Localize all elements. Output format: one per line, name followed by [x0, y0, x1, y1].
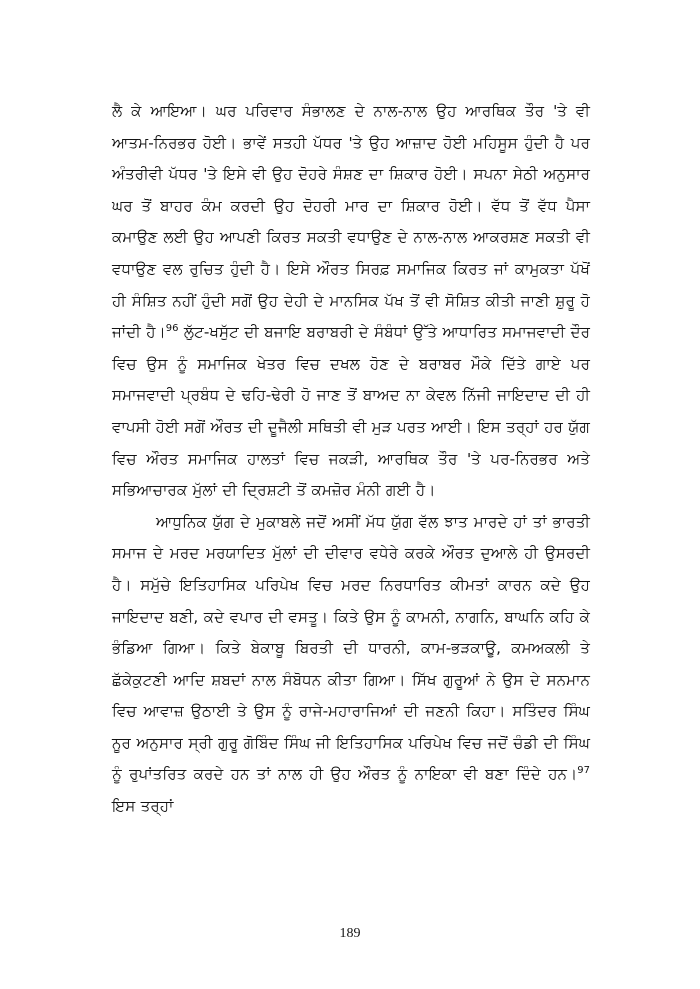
footnote-marker: 96	[165, 323, 179, 335]
paragraph: ਲੈ ਕੇ ਆਇਆ। ਘਰ ਪਰਿਵਾਰ ਸੰਭਾਲਣ ਦੇ ਨਾਲ-ਨਾਲ ਉਹ ਆਰਥਿਕ ਤੌਰ 'ਤੇ ਵੀ ਆਤਮ-ਨਿਰਭਰ ਹੋਈ। ਭਾਵੇਂ ਸਤਹੀ ਪੱਧਰ 'ਤੇ ਉਹ ਆਜ਼ਾਦ ਹੋਈ ਮਹਿਸੂਸ ਹੁੰਦੀ ਹੈ ਪਰ ਅੰਤਰੀਵੀ ਪੱਧਰ 'ਤੇ ਇਸੇ ਵੀ ਉਹ ਦੋਹਰੇ ਸੰਸ਼ਣ ਦਾ ਸ਼ਿਕਾਰ ਹੋਈ। ਸਪਨਾ ਸੇਠੀ ਅਨੁਸਾਰ ਘਰ ਤੋਂ ਬਾਹਰ ਕੰਮ ਕਰਦੀ ਉਹ ਦੋਹਰੀ ਮਾਰ ਦਾ ਸ਼ਿਕਾਰ ਹੋਈ। ਵੱਧ ਤੋਂ ਵੱਧ ਪੈਸਾ ਕਮਾਉਣ ਲਈ ਉਹ ਆਪਣੀ ਕਿਰਤ ਸਕਤੀ ਵਧਾਉਣ ਦੇ ਨਾਲ-ਨਾਲ ਆਕਰਸ਼ਣ ਸਕਤੀ ਵੀ ਵਧਾਉਣ ਵਲ ਰੁਚਿਤ ਹੁੰਦੀ ਹੈ। ਇਸੇ ਔਰਤ ਸਿਰਫ਼ ਸਮਾਜਿਕ ਕਿਰਤ ਜਾਂ ਕਾਮੁਕਤਾ ਪੱਖੋਂ ਹੀ ਸੰਸ਼ਿਤ ਨਹੀਂ ਹੁੰਦੀ ਸਗੋਂ ਉਹ ਦੇਹੀ ਦੇ ਮਾਨਸਿਕ ਪੱਖ ਤੋਂ ਵੀ ਸੋਸ਼ਿਤ ਕੀਤੀ ਜਾਣੀ ਸ਼ੁਰੂ ਹੋ ਜਾਂਦੀ ਹੈ।$^{96}$ ਲੁੱਟ-ਖਸੁੱਟ ਦੀ ਬਜਾਇ ਬਰਾਬਰੀ ਦੇ ਸੰਬੰਧਾਂ ਉੱਤੇ ਆਧਾਰਿਤ ਸਮਾਜਵਾਦੀ ਦੌਰ ਵਿਚ ਉਸ ਨੂੰ ਸਮਾਜਿਕ ਖੇਤਰ ਵਿਚ ਦਖਲ ਹੋਣ ਦੇ ਬਰਾਬਰ ਮੌਕੇ ਦਿੱਤੇ ਗਾਏ ਪਰ ਸਮਾਜਵਾਦੀ ਪ੍ਰਬੰਧ ਦੇ ਢਹਿ-ਢੇਰੀ ਹੋ ਜਾਣ ਤੋਂ ਬਾਅਦ ਨਾ ਕੇਵਲ ਨਿੱਜੀ ਜਾਇਦਾਦ ਦੀ ਹੀ ਵਾਪਸੀ ਹੋਈ ਸਗੋਂ ਔਰਤ ਦੀ ਦੂਜੈਲੀ ਸਥਿਤੀ ਵੀ ਮੁੜ ਪਰਤ ਆਈ। ਇਸ ਤਰ੍ਹਾਂ ਹਰ ਯੁੱਗ ਵਿਚ ਔਰਤ ਸਮਾਜਿਕ ਹਾਲਤਾਂ ਵਿਚ ਜਕੜੀ, ਆਰਥਿਕ ਤੌਰ 'ਤੇ ਪਰ-ਨਿਰਭਰ ਅਤੇ ਸਭਿਆਚਾਰਕ ਮੁੱਲਾਂ ਦੀ ਦ੍ਰਿਸ਼ਟੀ ਤੋਂ ਕਮਜ਼ੋਰ ਮੰਨੀ ਗਈ ਹੈ।	[112, 102, 590, 500]
footnote-marker: 97	[577, 765, 590, 777]
page-number: 189	[339, 926, 361, 941]
paragraph: ਆਧੁਨਿਕ ਯੁੱਗ ਦੇ ਮੁਕਾਬਲੇ ਜਦੋਂ ਅਸੀਂ ਮੱਧ ਯੁੱਗ ਵੱਲ ਝਾਤ ਮਾਰਦੇ ਹਾਂ ਤਾਂ ਭਾਰਤੀ ਸਮਾਜ ਦੇ ਮਰਦ ਮਰਯਾਦਿਤ ਮੁੱਲਾਂ ਦੀ ਦੀਵਾਰ ਵਧੇਰੇ ਕਰਕੇ ਔਰਤ ਦੁਆਲੇ ਹੀ ਉਸਰਦੀ ਹੈ। ਸਮੁੱਚੇ ਇਤਿਹਾਸਿਕ ਪਰਿਪੇਖ ਵਿਚ ਮਰਦ ਨਿਰਧਾਰਿਤ ਕੀਮਤਾਂ ਕਾਰਨ ਕਦੇ ਉਹ ਜਾਇਦਾਦ ਬਣੀ, ਕਦੇ ਵਪਾਰ ਦੀ ਵਸਤੂ। ਕਿਤੇ ਉਸ ਨੂੰ ਕਾਮਨੀ, ਨਾਗਨਿ, ਬਾਘਨਿ ਕਹਿ ਕੇ ਭੰਡਿਆ ਗਿਆ। ਕਿਤੇ ਬੇਕਾਬੂ ਬਿਰਤੀ ਦੀ ਧਾਰਨੀ, ਕਾਮ-ਭੜਕਾਊ, ਕਮਅਕਲੀ ਤੇ ਛੱਕੇਕੁਟਣੀ ਆਦਿ ਸ਼ਬਦਾਂ ਨਾਲ ਸੰਬੋਧਨ ਕੀਤਾ ਗਿਆ। ਸਿੱਖ ਗੁਰੂਆਂ ਨੇ ਉਸ ਦੇ ਸਨਮਾਨ ਵਿਚ ਆਵਾਜ਼ ਉਠਾਈ ਤੇ ਉਸ ਨੂੰ ਰਾਜੇ-ਮਹਾਰਾਜਿਆਂ ਦੀ ਜਣਨੀ ਕਿਹਾ। ਸਤਿੰਦਰ ਸਿੰਘ ਨੂਰ ਅਨੁਸਾਰ ਸ੍ਰੀ ਗੁਰੂ ਗੋਬਿੰਦ ਸਿੰਘ ਜੀ ਇਤਿਹਾਸਿਕ ਪਰਿਪੇਖ ਵਿਚ ਜਦੋਂ ਚੰਡੀ ਦੀ ਸਿੰਘ ਨੂੰ ਰੁਪਾਂਤਰਿਤ ਕਰਦੇ ਹਨ ਤਾਂ ਨਾਲ ਹੀ ਉਹ ਔਰਤ ਨੂੰ ਨਾਇਕਾ ਵੀ ਬਣਾ ਦਿੰਦੇ ਹਨ।$^{97}$ ਇਸ ਤਰ੍ਹਾਂ	[112, 512, 590, 816]
page-body-text	[112, 96, 590, 823]
